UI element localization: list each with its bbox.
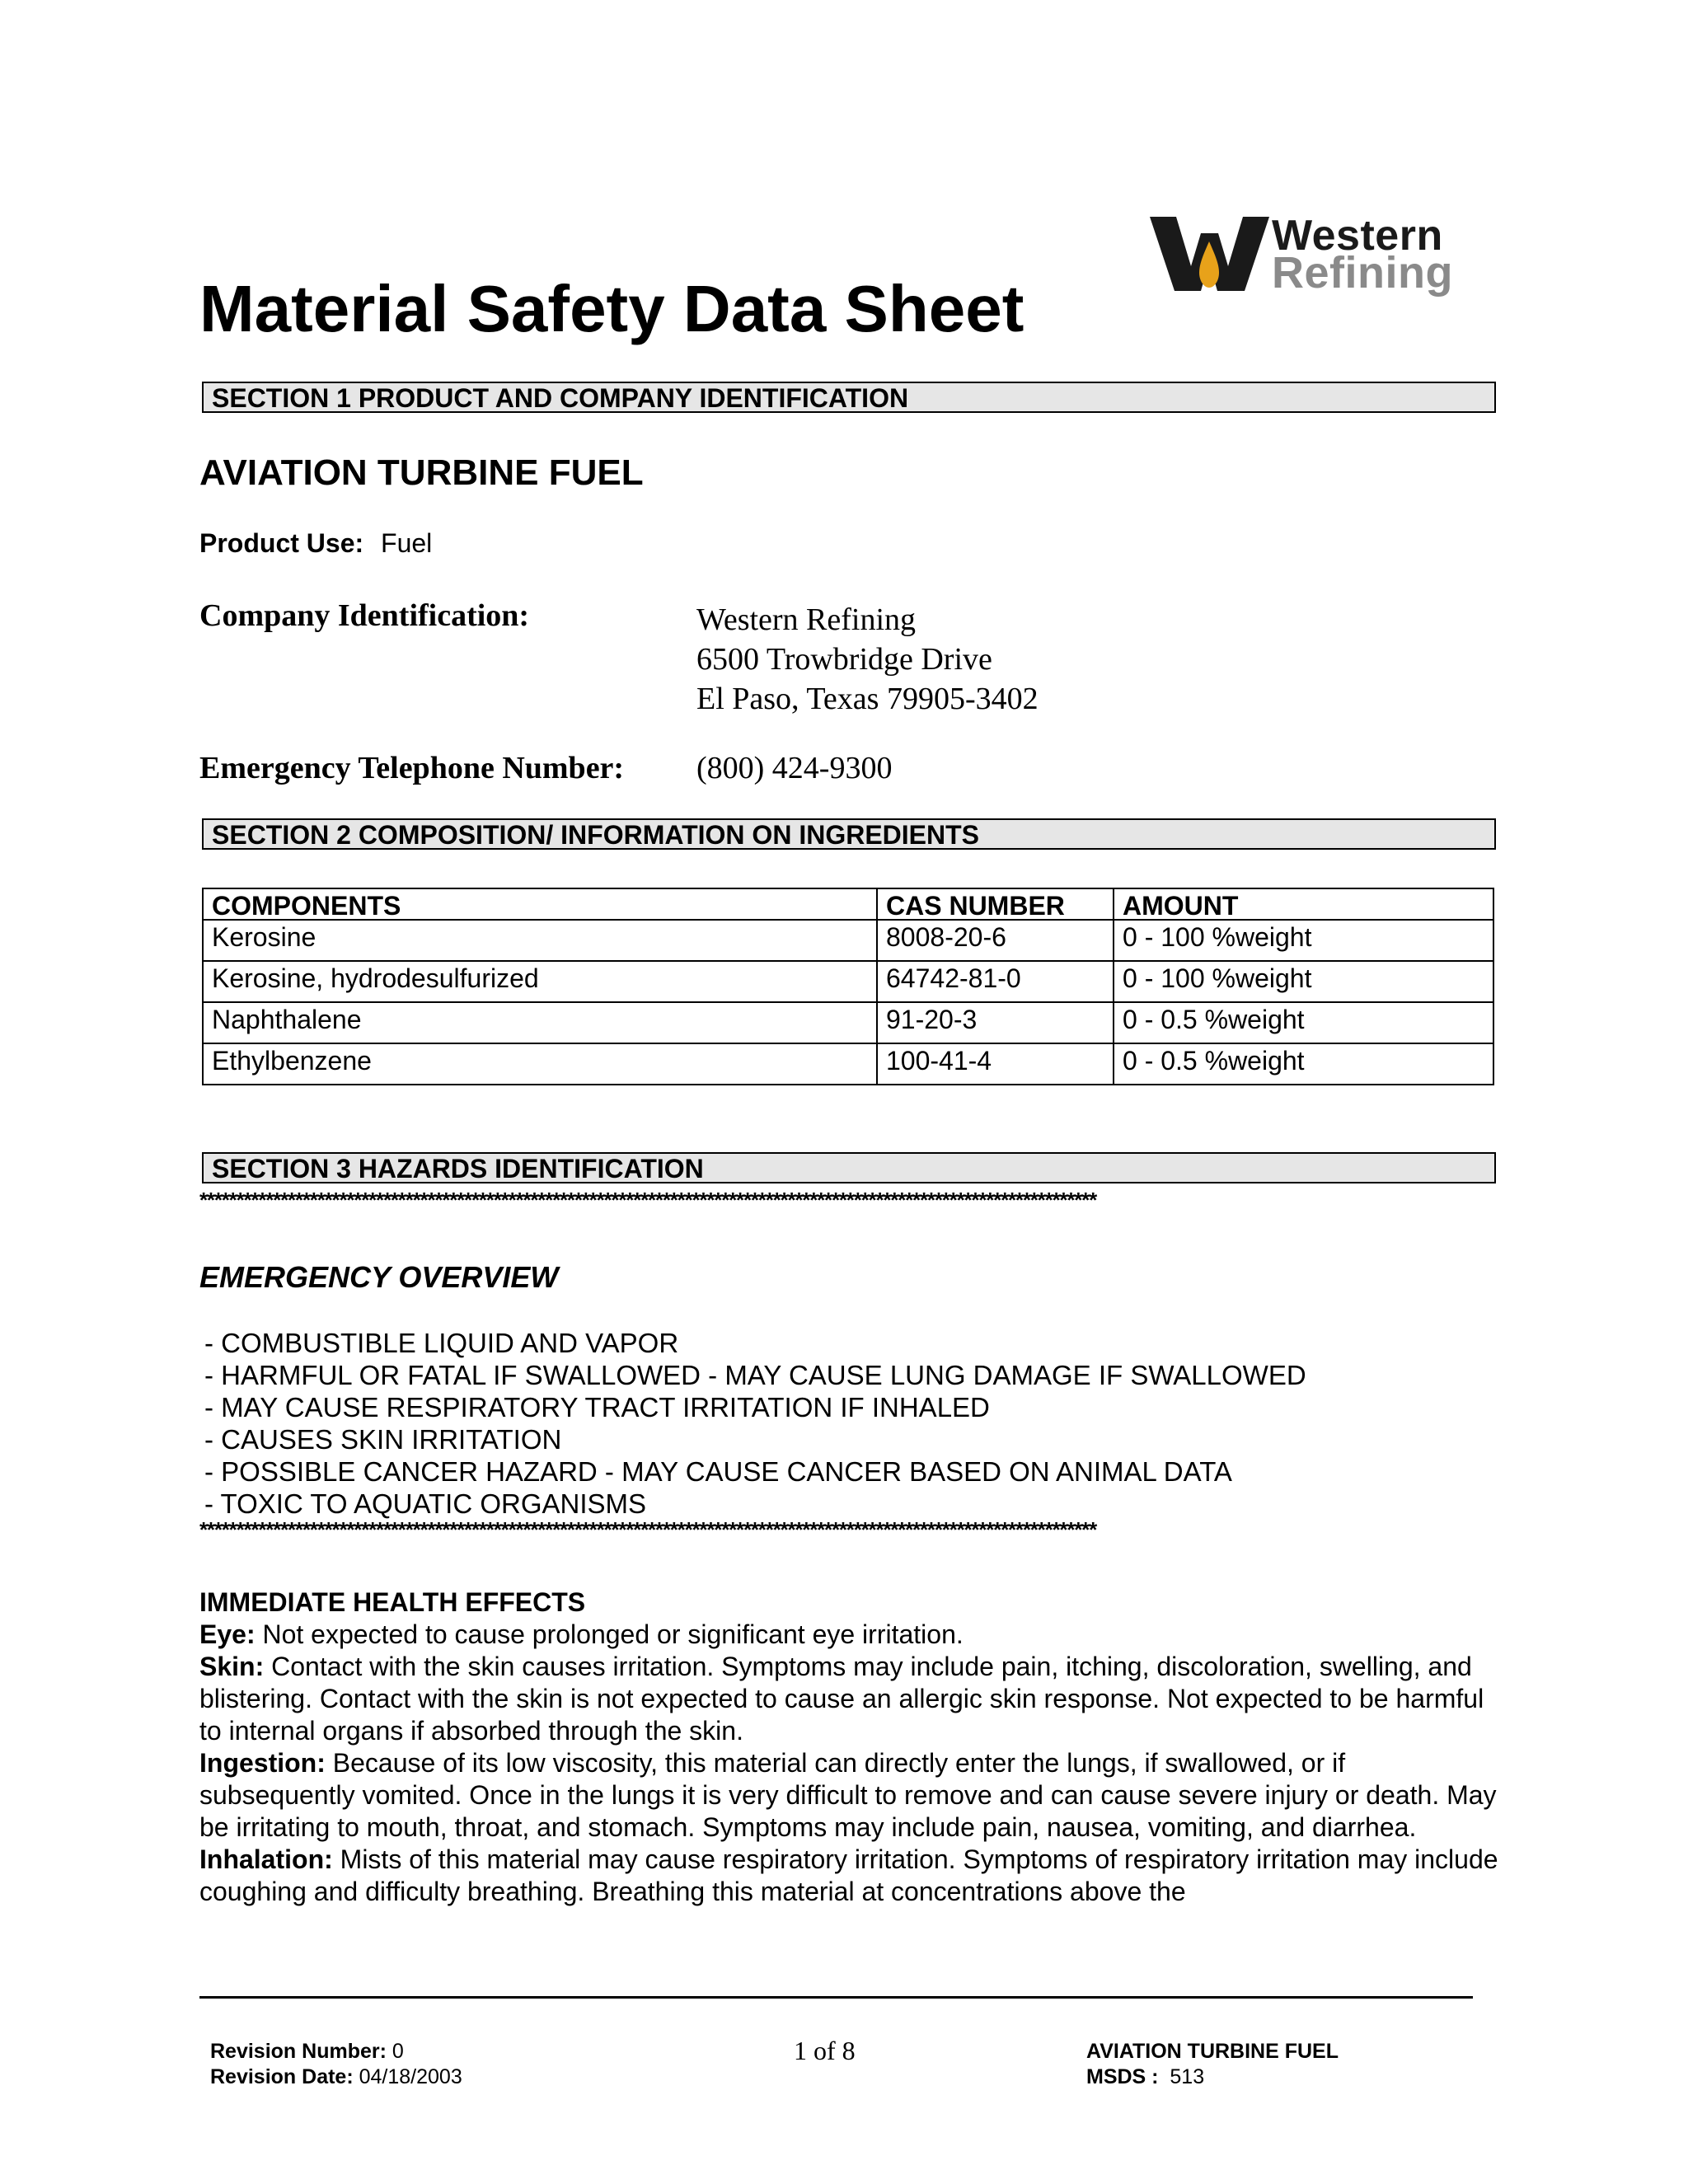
skin-text: Contact with the skin causes irritation. Symptoms may include pain, itching, discoloration, swelling, and blistering. Contact with the skin is not expected to cause an allergic skin response. Not expected to be harmful to internal organs if absorbed through the skin. [199,1652,1484,1746]
eye-label: Eye: [199,1619,256,1649]
section3-heading: SECTION 3 HAZARDS IDENTIFICATION [212,1154,704,1183]
amount: 0 - 0.5 %weight [1114,1043,1493,1085]
revision-number-value: 0 [386,2040,404,2063]
phone-value: (800) 424-9300 [696,751,893,785]
table-row [203,961,1493,1002]
western-refining-logo [1150,212,1496,298]
logo-line2: Refining [1272,248,1453,298]
list-item: - CAUSES SKIN IRRITATION [204,1424,562,1455]
eye-text: Not expected to cause prolonged or significant eye irritation. [255,1619,964,1649]
asterisk-divider-top: ************************************************************************************************************************** [199,1189,1097,1211]
table-row [203,920,1493,961]
company-address [696,600,1039,719]
list-item: - COMBUSTIBLE LIQUID AND VAPOR [204,1328,679,1358]
document-title: Material Safety Data Sheet [199,272,1025,345]
ingestion-paragraph [199,1747,1502,1844]
revision-number [210,2039,462,2064]
ingestion-label: Ingestion: [199,1748,326,1778]
section2-header [202,818,1496,850]
footer-product [1086,2039,1339,2090]
footer-divider [199,1996,1473,1999]
cas-number: 100-41-4 [877,1043,1114,1085]
msds-label: MSDS : [1086,2065,1159,2088]
component-name: Kerosine [203,920,877,961]
footer-revision [210,2039,462,2090]
msds-number [1086,2064,1339,2090]
company-city: El Paso, Texas 79905-3402 [696,682,1039,716]
table-row [203,1002,1493,1043]
product-use [199,530,432,556]
list-item: - MAY CAUSE RESPIRATORY TRACT IRRITATION IF INHALED [204,1392,990,1422]
amount: 0 - 100 %weight [1114,920,1493,961]
product-use-value: Fuel [381,528,433,558]
revision-number-label: Revision Number: [210,2040,387,2063]
revision-date-label: Revision Date: [210,2065,354,2088]
component-name: Kerosine, hydrodesulfurized [203,961,877,1002]
list-item: - TOXIC TO AQUATIC ORGANISMS [204,1488,647,1519]
table-row [203,1043,1493,1085]
page-number: 1 of 8 [794,2036,856,2065]
inhalation-paragraph [199,1844,1502,1908]
column-header-amount: AMOUNT [1114,888,1493,920]
emergency-overview-list [204,1327,1306,1520]
immediate-health-effects [199,1586,1502,1908]
revision-date-value: 04/18/2003 [353,2065,462,2088]
product-name: AVIATION TURBINE FUEL [199,452,644,493]
ingestion-text: Because of its low viscosity, this material can directly enter the lungs, if swallowed, or if subsequently vomited. Once in the lungs it is very difficult to remove and can cause severe injury or death. May be irritating to mouth, throat, and stomach. Symptoms may include pain, nausea, vomiting, and diarrhea. [199,1748,1497,1842]
section3-header [202,1152,1496,1183]
column-header-components: COMPONENTS [203,888,877,920]
list-item: - HARMFUL OR FATAL IF SWALLOWED - MAY CAUSE LUNG DAMAGE IF SWALLOWED [204,1360,1306,1390]
components-table [202,888,1494,1085]
inhalation-label: Inhalation: [199,1844,333,1874]
cas-number: 64742-81-0 [877,961,1114,1002]
inhalation-text: Mists of this material may cause respiratory irritation. Symptoms of respiratory irritation may include coughing and difficulty breathing. Breathing this material at concentrations above the [199,1844,1498,1906]
footer-product-name: AVIATION TURBINE FUEL [1086,2040,1339,2063]
company-street: 6500 Trowbridge Drive [696,642,992,677]
emergency-overview-title: EMERGENCY OVERVIEW [199,1260,559,1294]
skin-label: Skin: [199,1652,265,1681]
amount: 0 - 100 %weight [1114,961,1493,1002]
logo-mark-icon [1150,217,1269,295]
logo-line1: Western [1272,212,1443,260]
amount: 0 - 0.5 %weight [1114,1002,1493,1043]
phone-label: Emergency Telephone Number: [199,751,625,785]
company-name: Western Refining [696,602,917,637]
company-label: Company Identification: [199,598,530,633]
eye-paragraph [199,1619,1502,1651]
section1-heading: SECTION 1 PRODUCT AND COMPANY IDENTIFICATION [212,383,909,413]
section1-header [202,382,1496,413]
column-header-cas: CAS NUMBER [877,888,1114,920]
health-effects-title: IMMEDIATE HEALTH EFFECTS [199,1587,586,1617]
component-name: Ethylbenzene [203,1043,877,1085]
cas-number: 8008-20-6 [877,920,1114,961]
section2-heading: SECTION 2 COMPOSITION/ INFORMATION ON INGREDIENTS [212,820,979,850]
list-item: - POSSIBLE CANCER HAZARD - MAY CAUSE CANCER BASED ON ANIMAL DATA [204,1456,1232,1487]
skin-paragraph [199,1651,1502,1747]
msds-value: 513 [1158,2065,1205,2088]
product-use-label: Product Use: [199,528,364,558]
cas-number: 91-20-3 [877,1002,1114,1043]
asterisk-divider-bottom: ************************************************************************************************************************** [199,1519,1097,1540]
component-name: Naphthalene [203,1002,877,1043]
table-header-row [203,888,1493,920]
revision-date [210,2064,462,2090]
